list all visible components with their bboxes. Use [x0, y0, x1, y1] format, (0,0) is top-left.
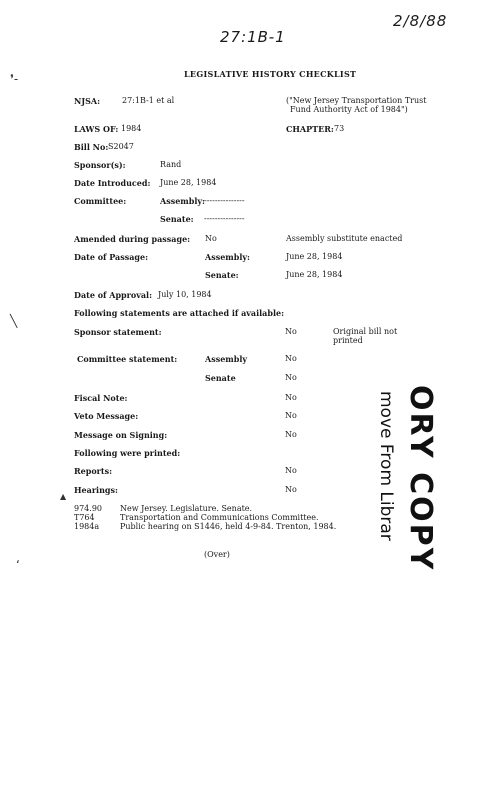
page-title: LEGISLATIVE HISTORY CHECKLIST [184, 69, 357, 79]
act-name-line2: Fund Authority Act of 1984") [290, 105, 408, 114]
committee-assembly-label: Assembly: [160, 196, 206, 206]
committee-label: Committee: [74, 196, 127, 206]
amended-note: Assembly substitute enacted [286, 234, 403, 243]
stamp-line-2: move From Librar [376, 391, 396, 541]
njsa-value: 27:1B-1 et al [122, 96, 175, 105]
scan-mark: ▲ [60, 492, 67, 501]
scan-mark: ❜‐ [10, 72, 19, 86]
fiscal-note-value: No [285, 393, 297, 402]
stamp-line-1: ORY COPY [403, 385, 438, 572]
sponsor-statement-label: Sponsor statement: [74, 327, 162, 337]
sponsor-label: Sponsor(s): [74, 160, 126, 170]
sponsor-statement-value: No [285, 327, 297, 336]
signing-message-value: No [285, 430, 297, 439]
sponsor-statement-note-line1: Original bill not [333, 327, 398, 336]
passage-senate-value: June 28, 1984 [286, 270, 343, 279]
njsa-label: NJSA: [74, 96, 101, 106]
reports-value: No [285, 466, 297, 475]
handwritten-code: 27:1B-1 [220, 28, 286, 46]
chapter-label: CHAPTER: [286, 124, 334, 134]
amended-value: No [205, 234, 217, 243]
handwritten-date: 2/8/88 [393, 12, 448, 30]
act-name-line1: ("New Jersey Transportation Trust [286, 96, 427, 105]
call-number-3: 1984a [74, 522, 100, 531]
reports-label: Reports: [74, 466, 113, 476]
hearings-value: No [285, 485, 297, 494]
passage-assembly-label: Assembly: [205, 252, 251, 262]
approval-label: Date of Approval: [74, 290, 153, 300]
approval-value: July 10, 1984 [158, 290, 212, 299]
bill-no-label: Bill No: [74, 142, 109, 152]
committee-statement-label: Committee statement: [77, 354, 178, 364]
sponsor-statement-note-line2: printed [333, 336, 363, 345]
scan-mark: ʻ [16, 558, 20, 572]
sponsor-value: Rand [160, 160, 182, 169]
over-note: (Over) [204, 550, 230, 559]
date-introduced-value: June 28, 1984 [160, 178, 217, 187]
veto-message-label: Veto Message: [74, 411, 139, 421]
passage-assembly-value: June 28, 1984 [286, 252, 343, 261]
citation-line-1: New Jersey. Legislature. Senate. [120, 504, 253, 513]
laws-of-value: 1984 [121, 124, 142, 133]
printed-heading: Following were printed: [74, 448, 181, 458]
committee-assembly-value: --------------- [204, 196, 245, 205]
hearings-label: Hearings: [74, 485, 118, 495]
call-number-2: T764 [74, 513, 95, 522]
citation-line-3: Public hearing on S1446, held 4-9-84. Trenton, 1984. [120, 522, 337, 531]
signing-message-label: Message on Signing: [74, 430, 168, 440]
date-introduced-label: Date Introduced: [74, 178, 151, 188]
library-stamp [368, 385, 438, 580]
committee-statement-senate-value: No [285, 373, 297, 382]
passage-label: Date of Passage: [74, 252, 149, 262]
fiscal-note-label: Fiscal Note: [74, 393, 128, 403]
scan-mark: ╲ [10, 314, 18, 328]
committee-statement-senate-label: Senate [205, 373, 236, 383]
committee-statement-assembly-value: No [285, 354, 297, 363]
passage-senate-label: Senate: [205, 270, 239, 280]
citation-line-2: Transportation and Communications Committee. [120, 513, 319, 522]
committee-statement-assembly-label: Assembly [205, 354, 248, 364]
committee-senate-label: Senate: [160, 214, 194, 224]
amended-label: Amended during passage: [74, 234, 191, 244]
laws-of-label: LAWS OF: [74, 124, 119, 134]
chapter-value: 73 [334, 124, 345, 133]
call-number-1: 974.90 [74, 504, 102, 513]
statements-heading: Following statements are attached if available: [74, 308, 285, 318]
veto-message-value: No [285, 411, 297, 420]
committee-senate-value: --------------- [204, 214, 245, 223]
bill-no-value: S2047 [108, 142, 134, 151]
